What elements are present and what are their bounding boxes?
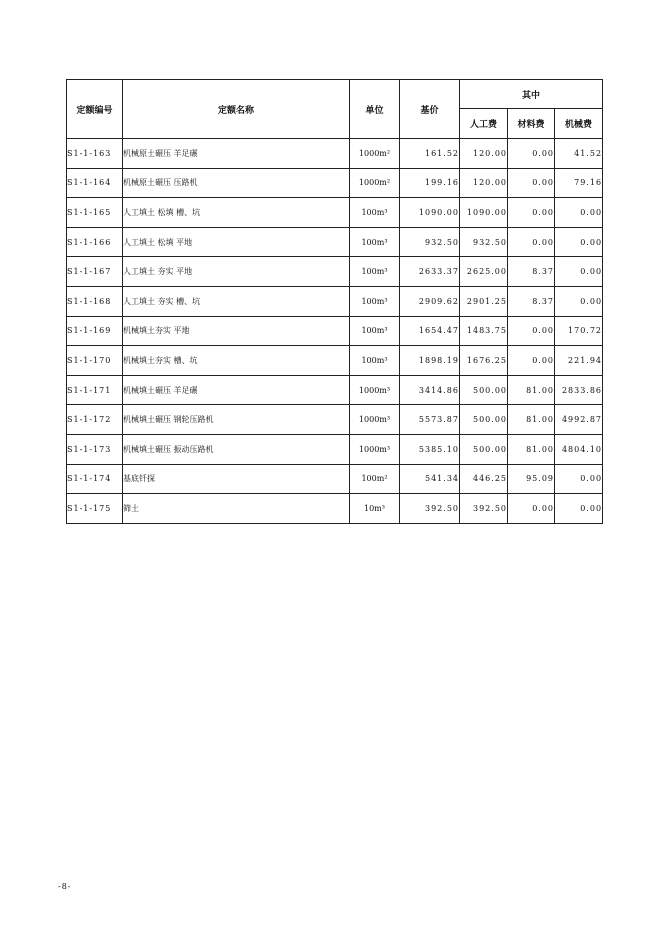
- cell-base-price: 5385.10: [400, 434, 460, 464]
- cell-base-price: 1898.19: [400, 346, 460, 376]
- cell-labor: 2625.00: [460, 257, 508, 287]
- table-row: [67, 494, 603, 524]
- cell-base-price: 392.50: [400, 494, 460, 524]
- cell-unit: 100m³: [350, 198, 400, 228]
- header-code: 定额编号: [67, 80, 123, 139]
- header-labor: 人工费: [460, 109, 508, 139]
- cell-code: S1-1-173: [67, 434, 123, 464]
- cell-material: 0.00: [508, 494, 555, 524]
- cell-code: S1-1-163: [67, 139, 123, 169]
- cell-unit: 100m³: [350, 346, 400, 376]
- cell-machine: 0.00: [555, 494, 603, 524]
- cell-unit: 1000m²: [350, 168, 400, 198]
- cell-base-price: 3414.86: [400, 375, 460, 405]
- cell-code: S1-1-174: [67, 464, 123, 494]
- header-machine: 机械费: [555, 109, 603, 139]
- cell-material: 0.00: [508, 198, 555, 228]
- header-of-which: 其中: [460, 80, 603, 109]
- cell-base-price: 1090.00: [400, 198, 460, 228]
- cell-material: 0.00: [508, 316, 555, 346]
- cell-machine: 41.52: [555, 139, 603, 169]
- cell-unit: 100m³: [350, 257, 400, 287]
- cell-machine: 0.00: [555, 257, 603, 287]
- cell-name: 筛土: [123, 494, 350, 524]
- cell-base-price: 2633.37: [400, 257, 460, 287]
- cell-material: 95.09: [508, 464, 555, 494]
- cell-name: 机械原土碾压 压路机: [123, 168, 350, 198]
- cell-base-price: 161.52: [400, 139, 460, 169]
- cell-name: 机械填土碾压 钢轮压路机: [123, 405, 350, 435]
- table-row: [67, 286, 603, 316]
- cell-unit: 100m²: [350, 464, 400, 494]
- cell-code: S1-1-171: [67, 375, 123, 405]
- table-row: [67, 198, 603, 228]
- table-row: [67, 375, 603, 405]
- cell-labor: 120.00: [460, 168, 508, 198]
- cell-material: 81.00: [508, 434, 555, 464]
- cell-machine: 0.00: [555, 198, 603, 228]
- cell-name: 人工填土 夯实 槽、坑: [123, 286, 350, 316]
- table-row: [67, 257, 603, 287]
- cell-base-price: 541.34: [400, 464, 460, 494]
- cell-name: 人工填土 松填 槽、坑: [123, 198, 350, 228]
- cell-machine: 0.00: [555, 227, 603, 257]
- cell-unit: 1000m³: [350, 434, 400, 464]
- cell-machine: 0.00: [555, 286, 603, 316]
- table-row: [67, 139, 603, 169]
- cell-code: S1-1-168: [67, 286, 123, 316]
- cell-base-price: 199.16: [400, 168, 460, 198]
- header-name: 定额名称: [123, 80, 350, 139]
- cell-material: 0.00: [508, 346, 555, 376]
- cell-unit: 10m³: [350, 494, 400, 524]
- cell-name: 机械填土碾压 振动压路机: [123, 434, 350, 464]
- cell-machine: 170.72: [555, 316, 603, 346]
- cell-machine: 4804.10: [555, 434, 603, 464]
- cell-name: 机械原土碾压 羊足碾: [123, 139, 350, 169]
- cell-code: S1-1-175: [67, 494, 123, 524]
- cell-material: 0.00: [508, 227, 555, 257]
- cell-code: S1-1-172: [67, 405, 123, 435]
- header-unit: 单位: [350, 80, 400, 139]
- cell-code: S1-1-164: [67, 168, 123, 198]
- cell-labor: 500.00: [460, 434, 508, 464]
- cell-name: 基底钎探: [123, 464, 350, 494]
- header-material: 材料费: [508, 109, 555, 139]
- cell-code: S1-1-165: [67, 198, 123, 228]
- cell-labor: 932.50: [460, 227, 508, 257]
- page-number: -8-: [58, 882, 72, 891]
- table-row: [67, 434, 603, 464]
- cell-unit: 1000m³: [350, 375, 400, 405]
- cell-labor: 500.00: [460, 375, 508, 405]
- cell-base-price: 5573.87: [400, 405, 460, 435]
- cell-code: S1-1-169: [67, 316, 123, 346]
- cell-material: 81.00: [508, 405, 555, 435]
- cell-name: 人工填土 松填 平地: [123, 227, 350, 257]
- cell-labor: 120.00: [460, 139, 508, 169]
- cell-code: S1-1-170: [67, 346, 123, 376]
- cell-labor: 392.50: [460, 494, 508, 524]
- table-body: [67, 139, 603, 524]
- cell-name: 机械填土碾压 羊足碾: [123, 375, 350, 405]
- cell-base-price: 2909.62: [400, 286, 460, 316]
- cell-unit: 1000m²: [350, 139, 400, 169]
- cell-material: 0.00: [508, 139, 555, 169]
- cell-name: 机械填土夯实 平地: [123, 316, 350, 346]
- cell-material: 0.00: [508, 168, 555, 198]
- cell-code: S1-1-166: [67, 227, 123, 257]
- cell-unit: 100m³: [350, 286, 400, 316]
- header-base-price: 基价: [400, 80, 460, 139]
- cell-machine: 4992.87: [555, 405, 603, 435]
- table-row: [67, 405, 603, 435]
- cell-base-price: 1654.47: [400, 316, 460, 346]
- cell-material: 81.00: [508, 375, 555, 405]
- cell-machine: 0.00: [555, 464, 603, 494]
- cell-labor: 2901.25: [460, 286, 508, 316]
- cell-material: 8.37: [508, 286, 555, 316]
- cell-machine: 79.16: [555, 168, 603, 198]
- table-row: [67, 227, 603, 257]
- cell-labor: 446.25: [460, 464, 508, 494]
- cell-base-price: 932.50: [400, 227, 460, 257]
- cell-name: 机械填土夯实 槽、坑: [123, 346, 350, 376]
- table-row: [67, 316, 603, 346]
- table-row: [67, 168, 603, 198]
- cell-labor: 1483.75: [460, 316, 508, 346]
- cell-material: 8.37: [508, 257, 555, 287]
- cell-labor: 1090.00: [460, 198, 508, 228]
- quota-table: [66, 79, 603, 524]
- cell-name: 人工填土 夯实 平地: [123, 257, 350, 287]
- table-row: [67, 346, 603, 376]
- cell-labor: 1676.25: [460, 346, 508, 376]
- cell-machine: 2833.86: [555, 375, 603, 405]
- table-row: [67, 464, 603, 494]
- table-header: [67, 80, 603, 139]
- cell-unit: 100m³: [350, 227, 400, 257]
- cell-unit: 100m³: [350, 316, 400, 346]
- cell-machine: 221.94: [555, 346, 603, 376]
- cell-code: S1-1-167: [67, 257, 123, 287]
- cell-labor: 500.00: [460, 405, 508, 435]
- cell-unit: 1000m³: [350, 405, 400, 435]
